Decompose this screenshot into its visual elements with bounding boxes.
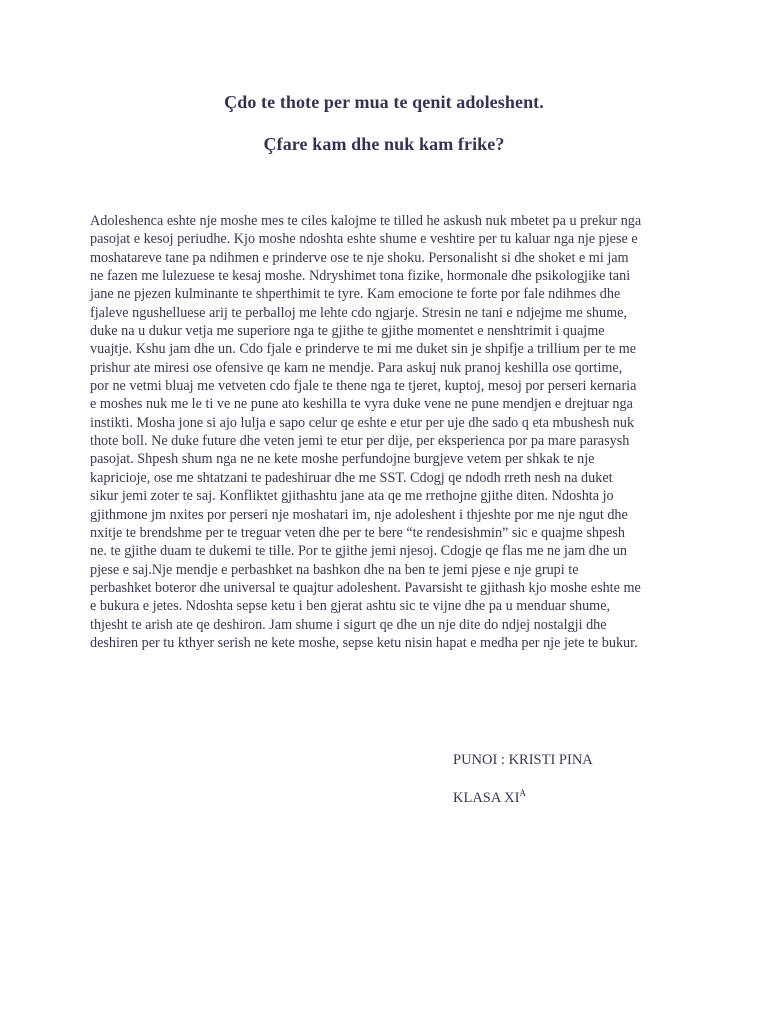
essay-line: moshatareve tane pa ndihmen e prinderve ose te nje shoku. Personalisht si dhe shoket e mi jam <box>90 249 629 266</box>
essay-line: e moshes nuk me le ti ve ne pune ato keshilla te vyra duke vene ne pune mendjen e drejtuar nga <box>90 396 633 413</box>
essay-line: vuajtje. Kshu jam dhe un. Cdo fjale e prinderve te mi me duket sin je shpifje a trillium per te me <box>90 341 637 358</box>
essay-line: thjesht te arish ate qe deshiron. Jam shume i sigurt qe dhe un nje dite do ndjej nostalgji dhe <box>90 616 607 633</box>
essay-line: Adoleshenca eshte nje moshe mes te ciles kalojme te tilled he askush nuk mbetet pa u prekur nga <box>90 213 642 229</box>
essay-line: gjithmone jm nxites por perseri nje moshatari im, nje adoleshent i thjeshte por me nje ngut dhe <box>90 506 628 523</box>
class-superscript: A <box>519 788 526 798</box>
essay-line: por ne vetmi bluaj me vetveten cdo fjale te thene nga te tjeret, kuptoj, mesoj por perseri kernaria <box>90 378 637 395</box>
class-label: KLASA XI <box>453 790 520 806</box>
essay-line: thote boll. Ne duke future dhe veten jemi te etur per dije, per eksperienca por pa mare parasysh <box>90 433 630 450</box>
essay-line: pjese e saj.Nje mendje e perbashket na bashkon dhe na ben te jemi pjese e nje grupi te <box>90 561 579 578</box>
essay-line: pasojat e kesoj periudhe. Kjo moshe ndoshta eshte shume e veshtire per tu kaluar nga nje pjese e <box>90 231 638 248</box>
essay-line: fjaleve ngushelluese arij te perballoj me lehte cdo ngjarje. Stresin ne tani e ndjejme me shume, <box>90 304 627 321</box>
essay-line: sikur jemi zoter te saj. Konfliktet gjithashtu jane ata qe me rrethojne gjithe diten. Ndoshta jo <box>90 488 614 505</box>
essay-line: duke na u dukur vetja me superiore nga te gjithe te gjithe momentet e nenshtrimit i quajme <box>90 323 605 340</box>
essay-line: ne fazen me lulezuese te kesaj moshe. Ndryshimet tona fizike, hormonale dhe psikologjike tani <box>90 268 631 285</box>
essay-body <box>90 212 694 652</box>
essay-line: perbashket boteror dhe universal te quajtur adoleshent. Pavarsisht te gjithash kjo moshe eshte me <box>90 579 641 596</box>
class-signature <box>453 788 526 807</box>
essay-line: e bukura e jetes. Ndoshta sepse ketu i ben gjerat ashtu sic te vijne dhe pa u menduar shume, <box>90 598 611 615</box>
document-subtitle: Çfare kam dhe nuk kam frike? <box>263 134 505 154</box>
document-title: Çdo te thote per mua te qenit adoleshent. <box>224 92 544 112</box>
essay-line: deshiren per tu kthyer serish ne kete moshe, sepse ketu nisin hapat e medha per nje jete te bukur. <box>90 634 638 651</box>
essay-line: prishur ate miresi ose ofensive qe kam ne mendje. Para askuj nuk pranoj keshilla ose qortime, <box>90 359 623 376</box>
essay-line: jane ne pjezen kulminante te shperthimit te tyre. Kam emocione te forte por fale ndihmes dhe <box>90 286 621 303</box>
essay-line: pasojat. Shpesh shum nga ne ne kete moshe perfundojne burgjeve vetem per shkak te nje <box>90 451 595 468</box>
essay-line: instikti. Mosha jone si ajo lulja e sapo celur qe eshte e etur per uje dhe sado q eta mbushesh nuk <box>90 414 635 431</box>
essay-line: nxitje te brendshme per te treguar veten dhe per te bere “te rendesishmin” sic e quajme shpesh <box>90 524 625 541</box>
essay-line: ne. te gjithe duam te dukemi te tille. Por te gjithe jemi njesoj. Cdogje qe flas me ne jam dhe un <box>90 543 628 560</box>
author-signature: PUNOI : KRISTI PINA <box>453 752 593 768</box>
essay-line: kapricioje, ose me shtatzani te padeshiruar dhe me SST. Cdogj qe ndodh rreth nesh na duket <box>90 469 613 486</box>
